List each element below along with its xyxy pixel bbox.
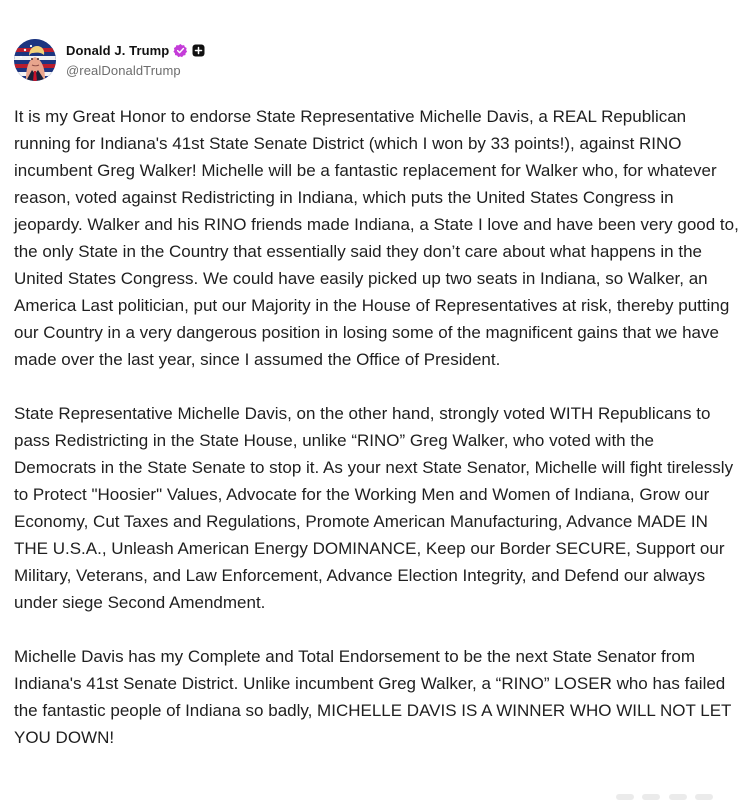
post-body	[14, 103, 739, 751]
watermark-mark	[642, 794, 660, 800]
post-header	[14, 38, 206, 82]
watermark	[612, 787, 732, 799]
author-name-row	[66, 40, 206, 60]
watermark-mark	[616, 794, 634, 800]
profile-photo-icon[interactable]	[14, 39, 56, 81]
watermark-mark	[669, 794, 687, 800]
post-paragraph-3: Michelle Davis has my Complete and Total Endorsement to be the next State Senator from Indiana's 41st Senate District. Unlike incumbent Greg Walker, a “RINO” LOSER who has failed the fantastic people of Indiana so badly, MICHELLE DAVIS IS A WINNER WHO WILL NOT LET YOU DOWN!	[14, 647, 732, 747]
author-display-name[interactable]: Donald J. Trump	[66, 42, 170, 58]
post-paragraph-1: It is my Great Honor to endorse State Representative Michelle Davis, a REAL Republican running for Indiana's 41st State Senate District (which I won by 33 points!), against RINO incumbent Greg Walker! Michelle will be a fantastic replacement for Walker who, for whatever reason, voted against Redistricting in Indiana, which puts the United States Congress in jeopardy. Walker and his RINO friends made Indiana, a State I love and have been very good to, the only State in the Country that essentially said they don’t care about what happens in the United States Congress. We could have easily picked up two seats in Indiana, so Walker, an America Last politician, put our Majority in the House of Representatives at risk, thereby putting our Country in a very dangerous position in losing some of the magnificent gains that we have made over the last year, since I assumed the Office of President.	[14, 107, 739, 369]
watermark-mark	[695, 794, 713, 800]
plus-icon[interactable]	[191, 43, 206, 58]
author-handle[interactable]: @realDonaldTrump	[66, 63, 181, 78]
post-paragraph-2: State Representative Michelle Davis, on the other hand, strongly voted WITH Republicans to pass Redistricting in the State House, unlike “RINO” Greg Walker, who voted with the Democrats in the State Senate to stop it. As your next State Senator, Michelle will fight tirelessly to Protect "Hoosier" Values, Advocate for the Working Men and Women of Indiana, Grow our Economy, Cut Taxes and Regulations, Promote American Manufacturing, Advance MADE IN THE U.S.A., Unleash American Energy DOMINANCE, Keep our Border SECURE, Support our Military, Veterans, and Law Enforcement, Advance Election Integrity, and Defend our always under siege Second Amendment.	[14, 404, 734, 612]
verified-badge-icon	[173, 43, 188, 58]
author-identity	[66, 42, 206, 78]
